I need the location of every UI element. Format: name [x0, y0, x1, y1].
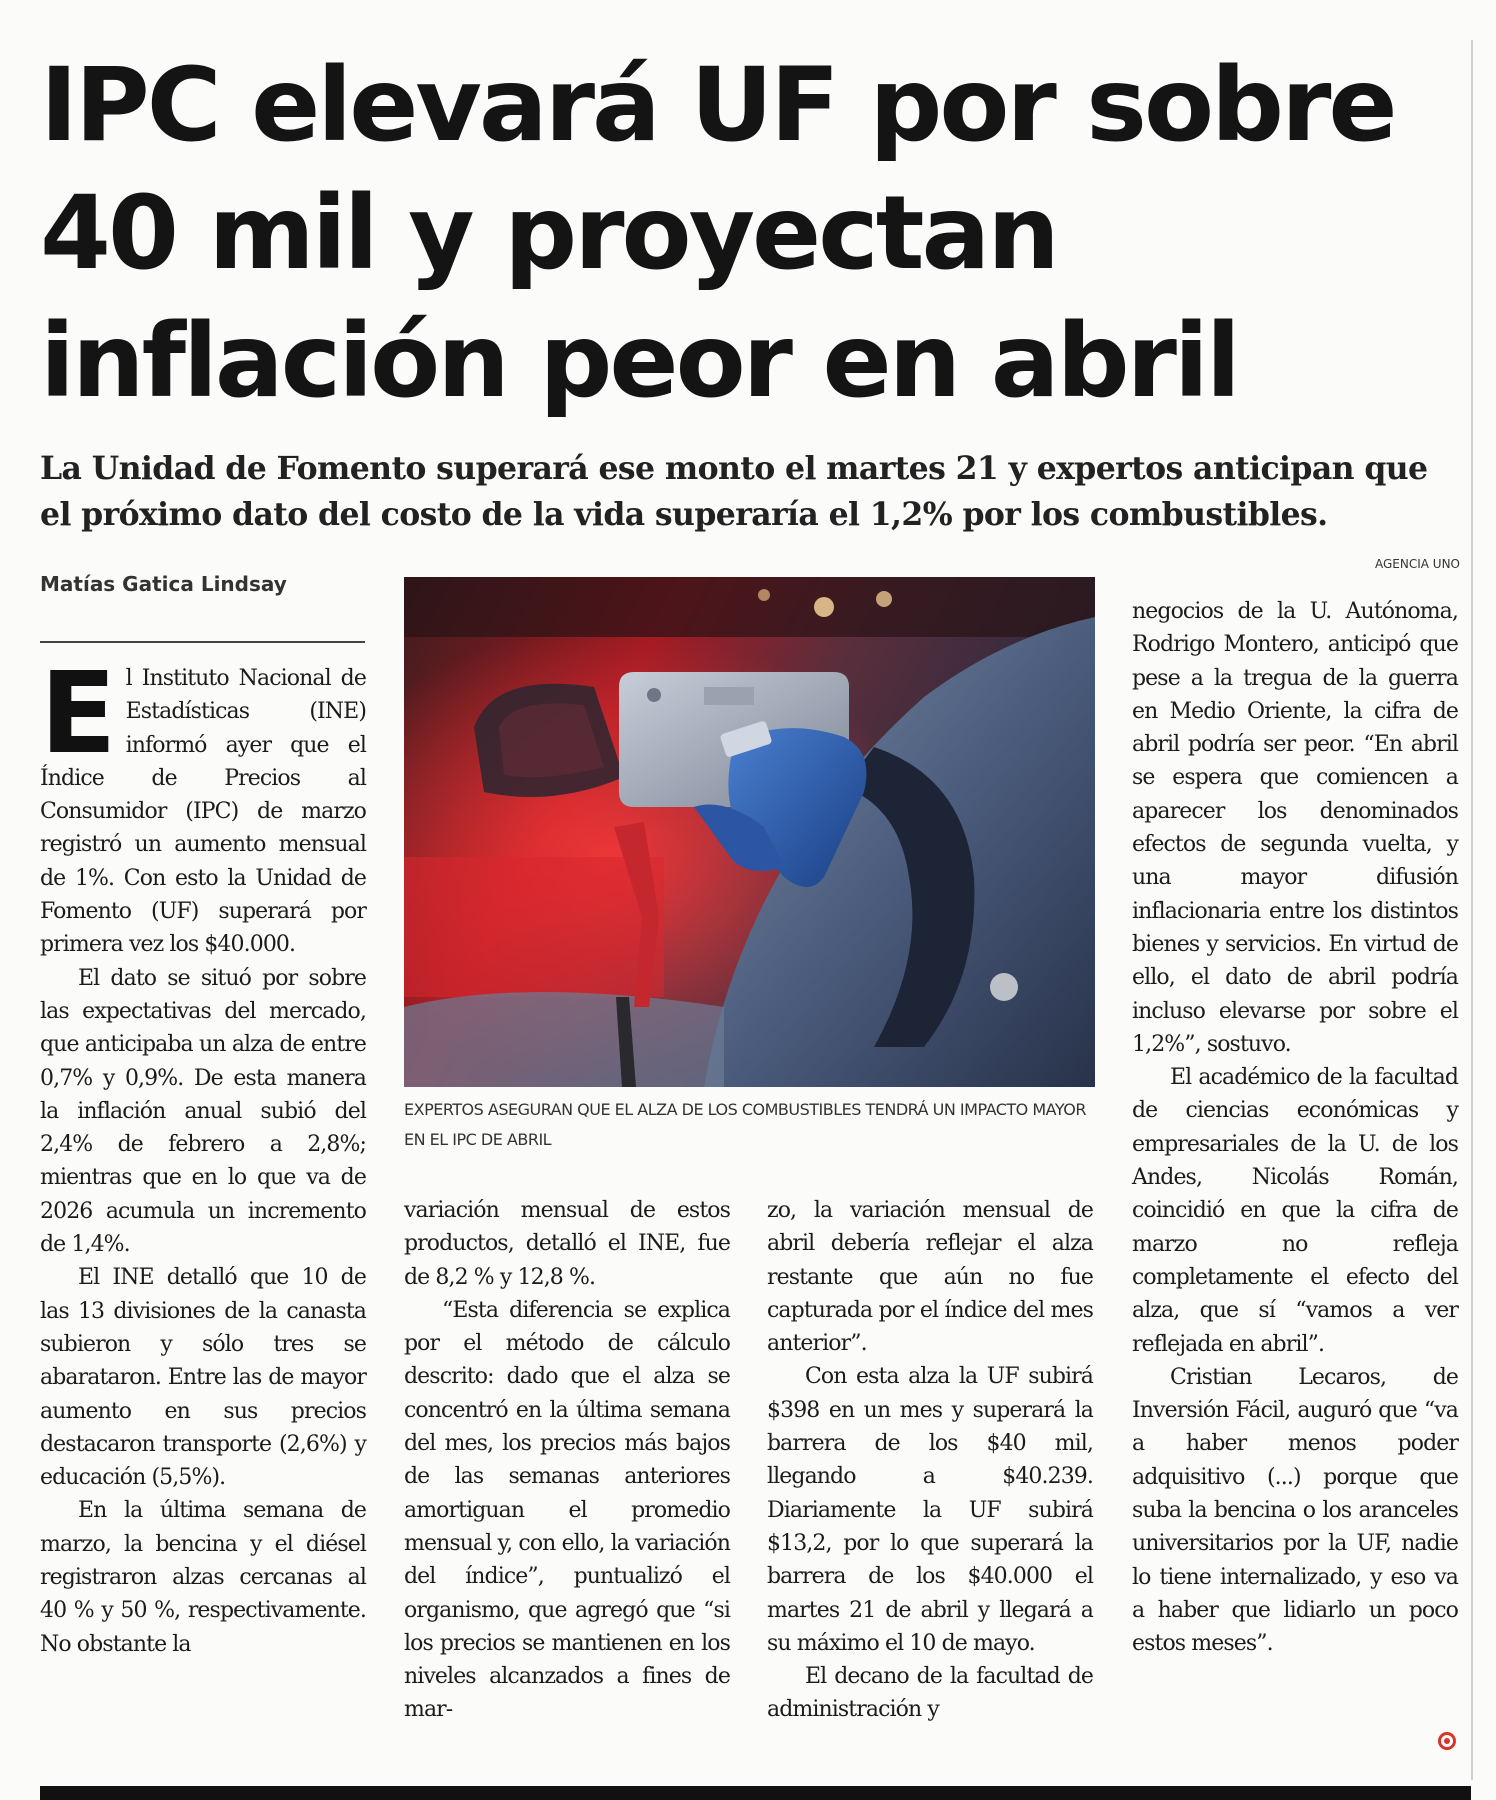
paragraph: El INE detalló que 10 de las 13 divisiones de la canasta subieron y sólo tres se abarataron. Entre las de mayor aumento en sus precios destacaron transporte (2,6%) y educación (5,5%).: [40, 1265, 366, 1491]
article-column-4: [1132, 595, 1458, 1661]
paragraph: Con esta alza la UF subirá $398 en un mes y superará la barrera de los $40 mil, llegando a $40.239. Diariamente la UF subirá $13,2, por lo que superará la barrera de los $40.000 el martes 21 de abril y llegará a su máximo el 10 de mayo.: [767, 1364, 1093, 1656]
paragraph-text: l Instituto Nacional de Estadísticas (INE) informó ayer que el Índice de Precios al Consumidor (IPC) de marzo registró un aumento mensual de 1%. Con esto la Unidad de Fomento (UF) superará por primera vez los $40.000.: [40, 666, 366, 958]
photo-credit: AGENCIA UNO: [1374, 557, 1460, 571]
headline: IPC elevará UF por sobre 40 mil y proyectan inflación peor en abril: [40, 46, 1395, 421]
photo-caption: EXPERTOS ASEGURAN QUE EL ALZA DE LOS COMBUSTIBLES TENDRÁ UN IMPACTO MAYOR EN EL IPC DE ABRIL: [404, 1100, 1086, 1149]
subheadline: La Unidad de Fomento superará ese monto el martes 21 y expertos anticipan que el próximo dato del costo de la vida superaría el 1,2% por los combustibles.: [40, 450, 1428, 533]
paragraph: En la última semana de marzo, la bencina y el diésel registraron alzas cercanas al 40 % y 50 %, respectivamente. No obstante la: [40, 1498, 366, 1657]
paragraph: Cristian Lecaros, de Inversión Fácil, auguró que “va a haber menos poder adquisitivo (...) porque que suba la bencina o los aranceles universitarios por la UF, nadie lo tiene internalizado, y eso va a haber que lidiarlo un poco estos meses”.: [1132, 1364, 1458, 1657]
byline: Matías Gatica Lindsay: [40, 572, 287, 596]
paragraph: El dato se situó por sobre las expectativas del mercado, que anticipaba un alza de entre 0,7% y 0,9%. De esta manera la inflación anual subió del 2,4% de febrero a 2,8%; mientras que en lo que va de 2026 acumula un incremento de 1,4%.: [40, 965, 366, 1258]
byline-divider: [40, 641, 365, 643]
paragraph: [40, 649, 366, 962]
paragraph: “Esta diferencia se explica por el método de cálculo descrito: dado que el alza se concentró en la última semana del mes, los precios más bajos de las semanas anteriores amortiguan el promedio mensual y, con ello, la variación del índice”, puntualizó el organismo, que agregó que “si los precios se mantienen en los niveles alcanzados a fines de mar-: [404, 1297, 730, 1723]
paragraph: El decano de la facultad de administración y: [767, 1664, 1093, 1723]
column-rule: [1471, 40, 1473, 1780]
article-column-1: [40, 649, 366, 1661]
paragraph: variación mensual de estos productos, detalló el INE, fue de 8,2 % y 12,8 %.: [404, 1198, 730, 1290]
article-column-2: [404, 1194, 730, 1727]
end-of-article-icon: [1438, 1732, 1456, 1750]
drop-cap: E: [40, 649, 116, 779]
paragraph: zo, la variación mensual de abril debería reflejar el alza restante que aún no fue capturada por el índice del mes anterior”.: [767, 1198, 1093, 1357]
article-column-3: [767, 1194, 1093, 1727]
fuel-nozzle-illustration: [404, 577, 1095, 1087]
bottom-rule: [40, 1786, 1471, 1800]
fuel-nozzle-photo: [404, 577, 1095, 1087]
paragraph: negocios de la U. Autónoma, Rodrigo Montero, anticipó que pese a la tregua de la guerra en Medio Oriente, la cifra de abril podría ser peor. “En abril se espera que comiencen a aparecer los denominados efectos de segunda vuelta, y una mayor difusión inflacionaria entre los distintos bienes y servicios. En virtud de ello, el dato de abril podría incluso elevarse por sobre el 1,2%”, sostuvo.: [1132, 599, 1458, 1057]
paragraph: El académico de la facultad de ciencias económicas y empresariales de la U. de los Andes, Nicolás Román, coincidió en que la cifra de marzo no refleja completamente el efecto del alza, que sí “vamos a ver reflejada en abril”.: [1132, 1065, 1458, 1357]
